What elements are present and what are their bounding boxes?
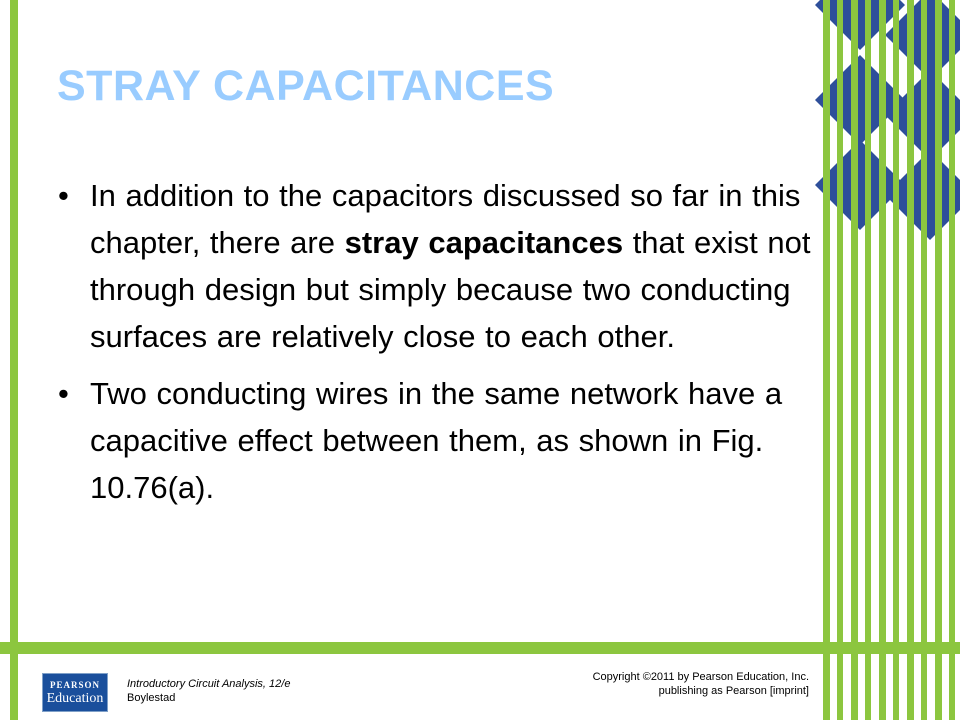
bullet-text (90, 370, 820, 511)
bullet-icon: • (58, 376, 69, 411)
footer-accent-band (0, 642, 960, 654)
bullet-item (50, 172, 820, 360)
bullet-icon: • (58, 178, 69, 213)
footer-book-info (127, 677, 290, 705)
bullet-text-run: Two conducting wires in the same network have a capacitive effect between them, as shown in Fig. 10.76(a). (90, 376, 783, 505)
bullet-list (50, 172, 820, 521)
logo-top-text: PEARSON (49, 679, 100, 690)
book-title: Introductory Circuit Analysis, 12/e (127, 678, 291, 690)
bullet-text-run: that exist not through design but simply because two conducting surfaces are relatively close to each other. (90, 225, 811, 354)
logo-bottom-text: Education (46, 690, 104, 706)
footer-copyright (560, 670, 809, 698)
bullet-text-bold-run: stray capacitances (344, 225, 624, 260)
slide-title: STRAY CAPACITANCES (57, 62, 555, 110)
pearson-logo (42, 673, 108, 712)
bullet-text-run: In addition to the capacitors discussed so far in this chapter, there are (90, 178, 801, 260)
bullet-item (50, 370, 820, 511)
copyright-line-2: publishing as Pearson [imprint] (658, 685, 809, 697)
copyright-line-1: Copyright ©2011 by Pearson Education, Inc. (592, 671, 809, 683)
book-author: Boylestad (127, 692, 176, 704)
bullet-text (90, 172, 820, 360)
